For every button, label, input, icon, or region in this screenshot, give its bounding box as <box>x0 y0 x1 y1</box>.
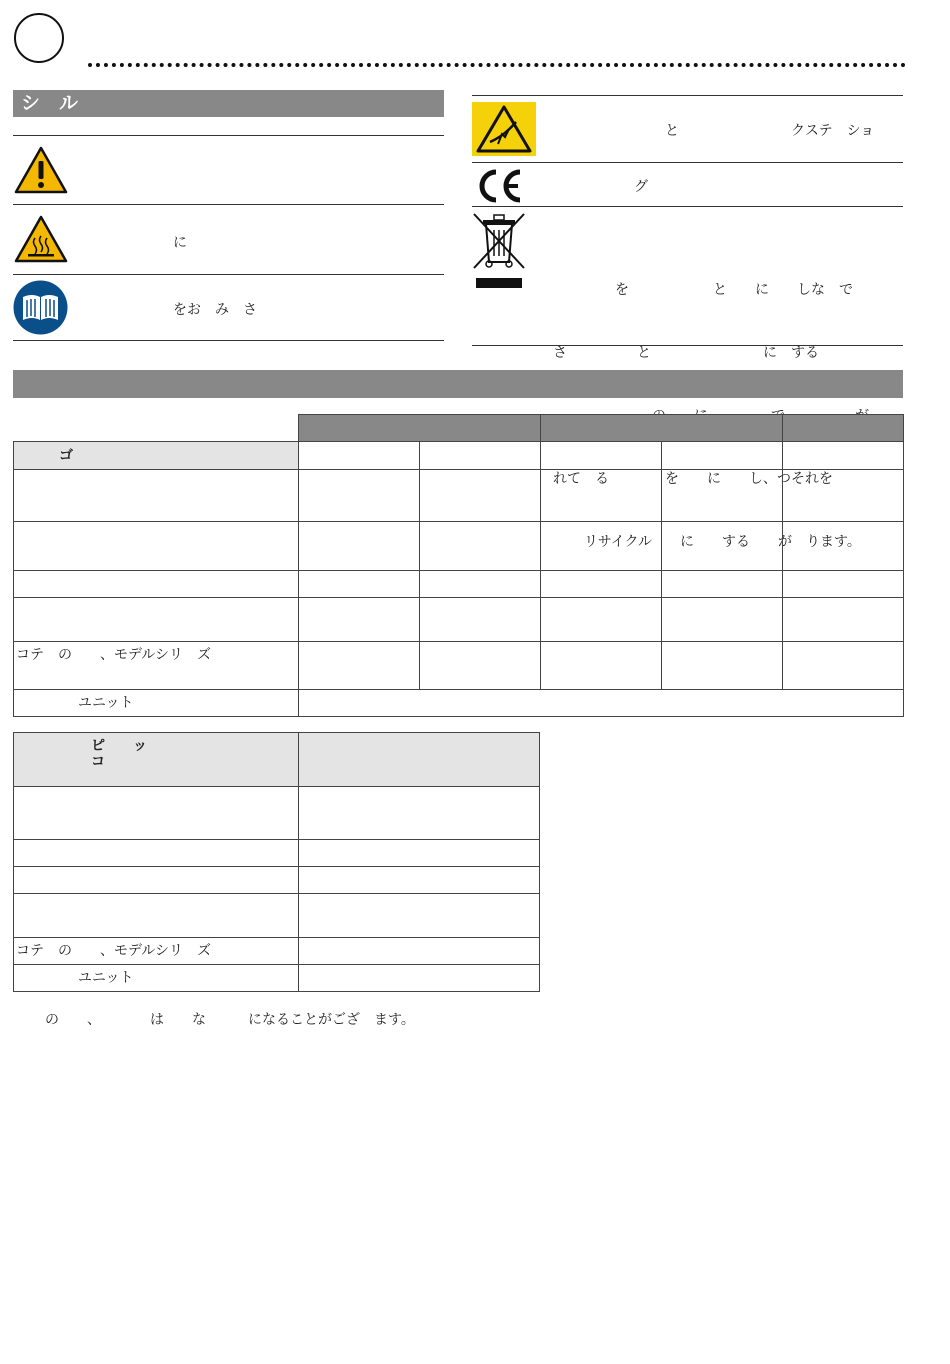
table-row <box>14 598 904 642</box>
manual-text: をお み さ <box>173 302 257 318</box>
table2-header <box>14 733 299 787</box>
specs-table-2 <box>13 732 540 992</box>
table-row <box>14 840 540 867</box>
esd-icon <box>472 102 536 156</box>
specs-table <box>13 414 904 717</box>
tip-series-label: コテ の 、モデルシリ ズ <box>14 642 299 690</box>
weee-line: リサイクル に する が ります。 <box>584 534 861 550</box>
weee-line: れて る を に し、つそれを <box>553 471 833 487</box>
table-row <box>14 965 540 992</box>
divider <box>13 340 444 341</box>
divider <box>13 135 444 136</box>
divider <box>472 206 903 207</box>
table2-header-line: コ <box>91 754 105 770</box>
table-row <box>14 522 904 571</box>
unit-label: ユニット <box>14 690 299 717</box>
table-row <box>14 571 904 598</box>
table-row <box>14 894 540 938</box>
divider <box>13 274 444 275</box>
divider <box>472 345 903 346</box>
esd-text: と クステ ショ <box>665 123 875 139</box>
specs-section-title <box>13 370 903 398</box>
divider <box>13 204 444 205</box>
symbols-section-title: シ ル <box>13 90 444 117</box>
language-badge <box>14 13 64 63</box>
table-row <box>14 938 540 965</box>
table2-header-line: ピ ッ <box>91 738 147 754</box>
table-row <box>14 642 904 690</box>
gogo-label: ゴ <box>14 442 299 470</box>
ce-mark-icon <box>474 168 526 204</box>
weee-line: さ と に する <box>553 345 819 361</box>
manual-book-icon <box>13 280 68 335</box>
table-row <box>14 787 540 840</box>
table-row <box>14 733 540 787</box>
header-dotted-rule <box>88 63 906 67</box>
warning-icon <box>13 145 69 195</box>
unit-label: ユニット <box>14 965 299 992</box>
table-row <box>14 867 540 894</box>
hot-surface-icon <box>13 214 69 264</box>
hot-surface-text: に <box>173 235 187 251</box>
divider <box>472 95 903 96</box>
weee-bin-icon <box>472 212 526 294</box>
tip-series-label: コテ の 、モデルシリ ズ <box>14 938 299 965</box>
table-row <box>14 415 904 442</box>
table-row <box>14 690 904 717</box>
weee-line: を と に しな で <box>615 282 853 298</box>
ce-text: グ <box>634 179 648 195</box>
table-row <box>14 442 904 470</box>
divider <box>472 162 903 163</box>
footnote: の 、 は な になることがござ ます。 <box>45 1012 415 1028</box>
table-row <box>14 470 904 522</box>
